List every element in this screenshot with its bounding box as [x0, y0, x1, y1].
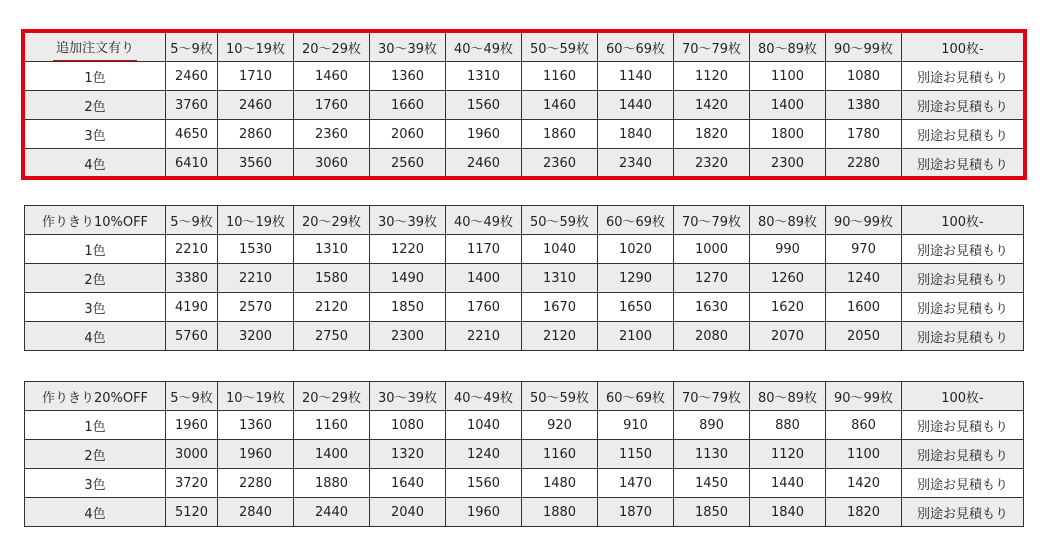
price-cell: 3760: [166, 91, 218, 120]
price-cell: 2460: [446, 149, 522, 178]
column-header: 20〜29枚: [294, 206, 370, 235]
price-cell: 2040: [370, 498, 446, 527]
price-cell: 1000: [674, 235, 750, 264]
price-cell: 1310: [522, 264, 598, 293]
row-label: 3色: [25, 293, 166, 322]
column-header: 40〜49枚: [446, 206, 522, 235]
quote-cell: 別途お見積もり: [902, 264, 1024, 293]
price-cell: 2120: [294, 293, 370, 322]
header-row: [25, 382, 1024, 411]
price-cell: 2210: [446, 322, 522, 351]
price-cell: 1960: [446, 498, 522, 527]
price-cell: 1080: [370, 411, 446, 440]
price-cell: 1960: [166, 411, 218, 440]
price-cell: 1780: [826, 120, 902, 149]
price-cell: 890: [674, 411, 750, 440]
price-cell: 1860: [522, 120, 598, 149]
price-cell: 1530: [218, 235, 294, 264]
price-cell: 1420: [674, 91, 750, 120]
quote-cell: 別途お見積もり: [902, 322, 1024, 351]
price-cell: 2280: [826, 149, 902, 178]
price-cell: 1480: [522, 469, 598, 498]
price-cell: 1760: [446, 293, 522, 322]
price-cell: 1140: [598, 62, 674, 91]
price-cell: 1840: [750, 498, 826, 527]
quote-cell: 別途お見積もり: [902, 293, 1024, 322]
table-title-text: 追加注文有り: [55, 41, 134, 56]
price-cell: 1150: [598, 440, 674, 469]
price-cell: 1630: [674, 293, 750, 322]
price-cell: 1440: [750, 469, 826, 498]
table-row: [25, 322, 1024, 351]
price-cell: 880: [750, 411, 826, 440]
price-cell: 1820: [826, 498, 902, 527]
price-cell: 1020: [598, 235, 674, 264]
price-cell: 1880: [522, 498, 598, 527]
row-label: 2色: [25, 440, 166, 469]
quote-cell: 別途お見積もり: [902, 411, 1024, 440]
column-header: 70〜79枚: [674, 33, 750, 62]
price-cell: 1650: [598, 293, 674, 322]
row-label: 3色: [25, 469, 166, 498]
price-cell: 4190: [166, 293, 218, 322]
row-label: 1色: [25, 411, 166, 440]
price-cell: 5760: [166, 322, 218, 351]
price-cell: 1490: [370, 264, 446, 293]
price-cell: 2340: [598, 149, 674, 178]
price-cell: 860: [826, 411, 902, 440]
column-header: 10〜19枚: [218, 206, 294, 235]
price-cell: 1080: [826, 62, 902, 91]
price-cell: 1240: [446, 440, 522, 469]
row-label: 1色: [25, 62, 166, 91]
price-cell: 1100: [826, 440, 902, 469]
price-cell: 1120: [674, 62, 750, 91]
column-header: 5〜9枚: [166, 33, 218, 62]
price-cell: 2300: [370, 322, 446, 351]
price-cell: 2840: [218, 498, 294, 527]
quote-cell: 別途お見積もり: [902, 440, 1024, 469]
price-cell: 1460: [522, 91, 598, 120]
header-row: [25, 206, 1024, 235]
price-cell: 2080: [674, 322, 750, 351]
price-cell: 1040: [522, 235, 598, 264]
price-cell: 3200: [218, 322, 294, 351]
price-cell: 910: [598, 411, 674, 440]
price-cell: 2280: [218, 469, 294, 498]
price-cell: 1100: [750, 62, 826, 91]
price-cell: 1400: [294, 440, 370, 469]
price-cell: 1840: [598, 120, 674, 149]
price-cell: 2210: [218, 264, 294, 293]
price-cell: 1560: [446, 91, 522, 120]
price-cell: 1640: [370, 469, 446, 498]
price-cell: 1460: [294, 62, 370, 91]
price-cell: 1850: [370, 293, 446, 322]
header-row: [25, 33, 1024, 62]
price-cell: 2570: [218, 293, 294, 322]
row-label: 2色: [25, 264, 166, 293]
column-header: 100枚-: [902, 206, 1024, 235]
price-cell: 1470: [598, 469, 674, 498]
quote-cell: 別途お見積もり: [902, 498, 1024, 527]
row-label: 2色: [25, 91, 166, 120]
column-header: 90〜99枚: [826, 206, 902, 235]
price-cell: 1660: [370, 91, 446, 120]
price-cell: 1270: [674, 264, 750, 293]
table-row: [25, 264, 1024, 293]
column-header: 60〜69枚: [598, 382, 674, 411]
price-cell: 2860: [218, 120, 294, 149]
price-cell: 1130: [674, 440, 750, 469]
column-header: 90〜99枚: [826, 382, 902, 411]
column-header: 70〜79枚: [674, 382, 750, 411]
price-cell: 1580: [294, 264, 370, 293]
price-cell: 1620: [750, 293, 826, 322]
price-cell: 3060: [294, 149, 370, 178]
price-cell: 1800: [750, 120, 826, 149]
column-header: 70〜79枚: [674, 206, 750, 235]
column-header: 90〜99枚: [826, 33, 902, 62]
price-cell: 6410: [166, 149, 218, 178]
price-cell: 3720: [166, 469, 218, 498]
price-cell: 1960: [446, 120, 522, 149]
price-cell: 1160: [522, 440, 598, 469]
price-cell: 1260: [750, 264, 826, 293]
price-cell: 1310: [294, 235, 370, 264]
row-label: 1色: [25, 235, 166, 264]
price-cell: 1710: [218, 62, 294, 91]
price-cell: 5120: [166, 498, 218, 527]
price-cell: 2320: [674, 149, 750, 178]
column-header: 30〜39枚: [370, 382, 446, 411]
column-header: 100枚-: [902, 33, 1024, 62]
price-cell: 1960: [218, 440, 294, 469]
column-header: 20〜29枚: [294, 382, 370, 411]
price-cell: 3380: [166, 264, 218, 293]
quote-cell: 別途お見積もり: [902, 91, 1024, 120]
table-title: 作りきり10%OFF: [25, 206, 166, 235]
price-cell: 1760: [294, 91, 370, 120]
price-cell: 2460: [218, 91, 294, 120]
price-cell: 2300: [750, 149, 826, 178]
price-cell: 1450: [674, 469, 750, 498]
table-row: [25, 149, 1024, 178]
price-cell: 1240: [826, 264, 902, 293]
price-cell: 1320: [370, 440, 446, 469]
table-row: [25, 235, 1024, 264]
table-row: [25, 469, 1024, 498]
price-cell: 1880: [294, 469, 370, 498]
price-cell: 1290: [598, 264, 674, 293]
price-cell: 2050: [826, 322, 902, 351]
price-cell: 1600: [826, 293, 902, 322]
column-header: 30〜39枚: [370, 206, 446, 235]
table-row: [25, 293, 1024, 322]
table-row: [25, 120, 1024, 149]
quote-cell: 別途お見積もり: [902, 62, 1024, 91]
column-header: 5〜9枚: [166, 382, 218, 411]
price-cell: 1120: [750, 440, 826, 469]
price-cell: 2360: [522, 149, 598, 178]
column-header: 80〜89枚: [750, 206, 826, 235]
price-cell: 4650: [166, 120, 218, 149]
quote-cell: 別途お見積もり: [902, 120, 1024, 149]
price-cell: 1820: [674, 120, 750, 149]
price-cell: 1560: [446, 469, 522, 498]
price-cell: 2060: [370, 120, 446, 149]
column-header: 80〜89枚: [750, 33, 826, 62]
table-row: [25, 62, 1024, 91]
price-cell: 920: [522, 411, 598, 440]
price-cell: 1220: [370, 235, 446, 264]
price-cell: 1420: [826, 469, 902, 498]
price-cell: 2120: [522, 322, 598, 351]
price-table-additional-order: [24, 32, 1024, 178]
price-cell: 2210: [166, 235, 218, 264]
column-header: 5〜9枚: [166, 206, 218, 235]
quote-cell: 別途お見積もり: [902, 235, 1024, 264]
price-cell: 2100: [598, 322, 674, 351]
price-table-20-off: [24, 381, 1024, 527]
row-label: 3色: [25, 120, 166, 149]
column-header: 60〜69枚: [598, 33, 674, 62]
price-cell: 3560: [218, 149, 294, 178]
table-row: [25, 91, 1024, 120]
price-cell: 2560: [370, 149, 446, 178]
column-header: 20〜29枚: [294, 33, 370, 62]
column-header: 30〜39枚: [370, 33, 446, 62]
column-header: 50〜59枚: [522, 33, 598, 62]
column-header: 80〜89枚: [750, 382, 826, 411]
price-cell: 1360: [218, 411, 294, 440]
column-header: 60〜69枚: [598, 206, 674, 235]
price-cell: 1870: [598, 498, 674, 527]
price-cell: 1850: [674, 498, 750, 527]
table-row: [25, 440, 1024, 469]
price-cell: 970: [826, 235, 902, 264]
column-header: 40〜49枚: [446, 33, 522, 62]
price-cell: 1670: [522, 293, 598, 322]
price-table-10-off: [24, 205, 1024, 351]
price-cell: 1400: [750, 91, 826, 120]
price-cell: 1380: [826, 91, 902, 120]
table-title: 作りきり20%OFF: [25, 382, 166, 411]
quote-cell: 別途お見積もり: [902, 149, 1024, 178]
row-label: 4色: [25, 322, 166, 351]
column-header: 40〜49枚: [446, 382, 522, 411]
price-cell: 2460: [166, 62, 218, 91]
price-cell: 3000: [166, 440, 218, 469]
price-cell: 2070: [750, 322, 826, 351]
table-row: [25, 498, 1024, 527]
column-header: 10〜19枚: [218, 382, 294, 411]
table-row: [25, 411, 1024, 440]
column-header: 100枚-: [902, 382, 1024, 411]
table-title: [25, 33, 166, 62]
price-cell: 1160: [522, 62, 598, 91]
price-cell: 1360: [370, 62, 446, 91]
price-cell: 1440: [598, 91, 674, 120]
price-cell: 2440: [294, 498, 370, 527]
row-label: 4色: [25, 498, 166, 527]
price-cell: 2750: [294, 322, 370, 351]
price-cell: 1170: [446, 235, 522, 264]
column-header: 10〜19枚: [218, 33, 294, 62]
price-cell: 1310: [446, 62, 522, 91]
price-cell: 990: [750, 235, 826, 264]
price-cell: 1160: [294, 411, 370, 440]
price-cell: 1400: [446, 264, 522, 293]
column-header: 50〜59枚: [522, 382, 598, 411]
price-cell: 2360: [294, 120, 370, 149]
price-cell: 1040: [446, 411, 522, 440]
quote-cell: 別途お見積もり: [902, 469, 1024, 498]
column-header: 50〜59枚: [522, 206, 598, 235]
row-label: 4色: [25, 149, 166, 178]
